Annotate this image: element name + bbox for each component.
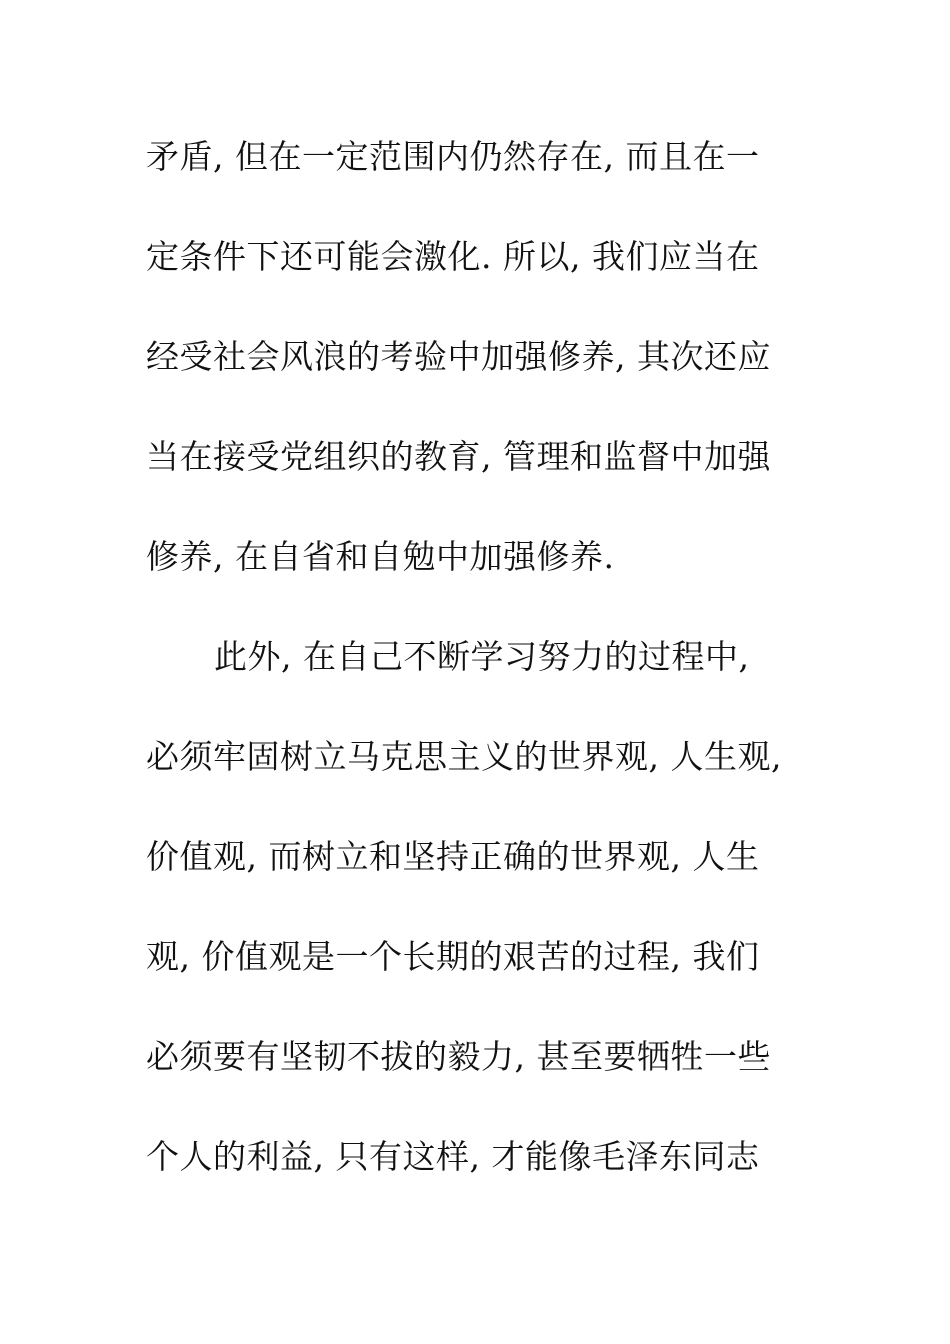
text-line: 修养, 在自省和自勉中加强修养. bbox=[146, 537, 615, 576]
text-line: 必须牢固树立马克思主义的世界观, 人生观, bbox=[146, 737, 782, 776]
paragraph-start-line: 此外, 在自己不断学习努力的过程中, bbox=[214, 637, 750, 676]
body-text bbox=[146, 122, 826, 1222]
text-line: 定条件下还可能会激化. 所以, 我们应当在 bbox=[146, 237, 760, 276]
text-line: 必须要有坚韧不拔的毅力, 甚至要牺牲一些 bbox=[146, 1037, 771, 1076]
text-line: 矛盾, 但在一定范围内仍然存在, 而且在一 bbox=[146, 137, 760, 176]
text-line: 当在接受党组织的教育, 管理和监督中加强 bbox=[146, 437, 771, 476]
text-line: 观, 价值观是一个长期的艰苦的过程, 我们 bbox=[146, 937, 760, 976]
text-line: 经受社会风浪的考验中加强修养, 其次还应 bbox=[146, 337, 771, 376]
text-line: 价值观, 而树立和坚持正确的世界观, 人生 bbox=[146, 837, 760, 876]
text-line: 个人的利益, 只有这样, 才能像毛泽东同志 bbox=[146, 1137, 760, 1176]
